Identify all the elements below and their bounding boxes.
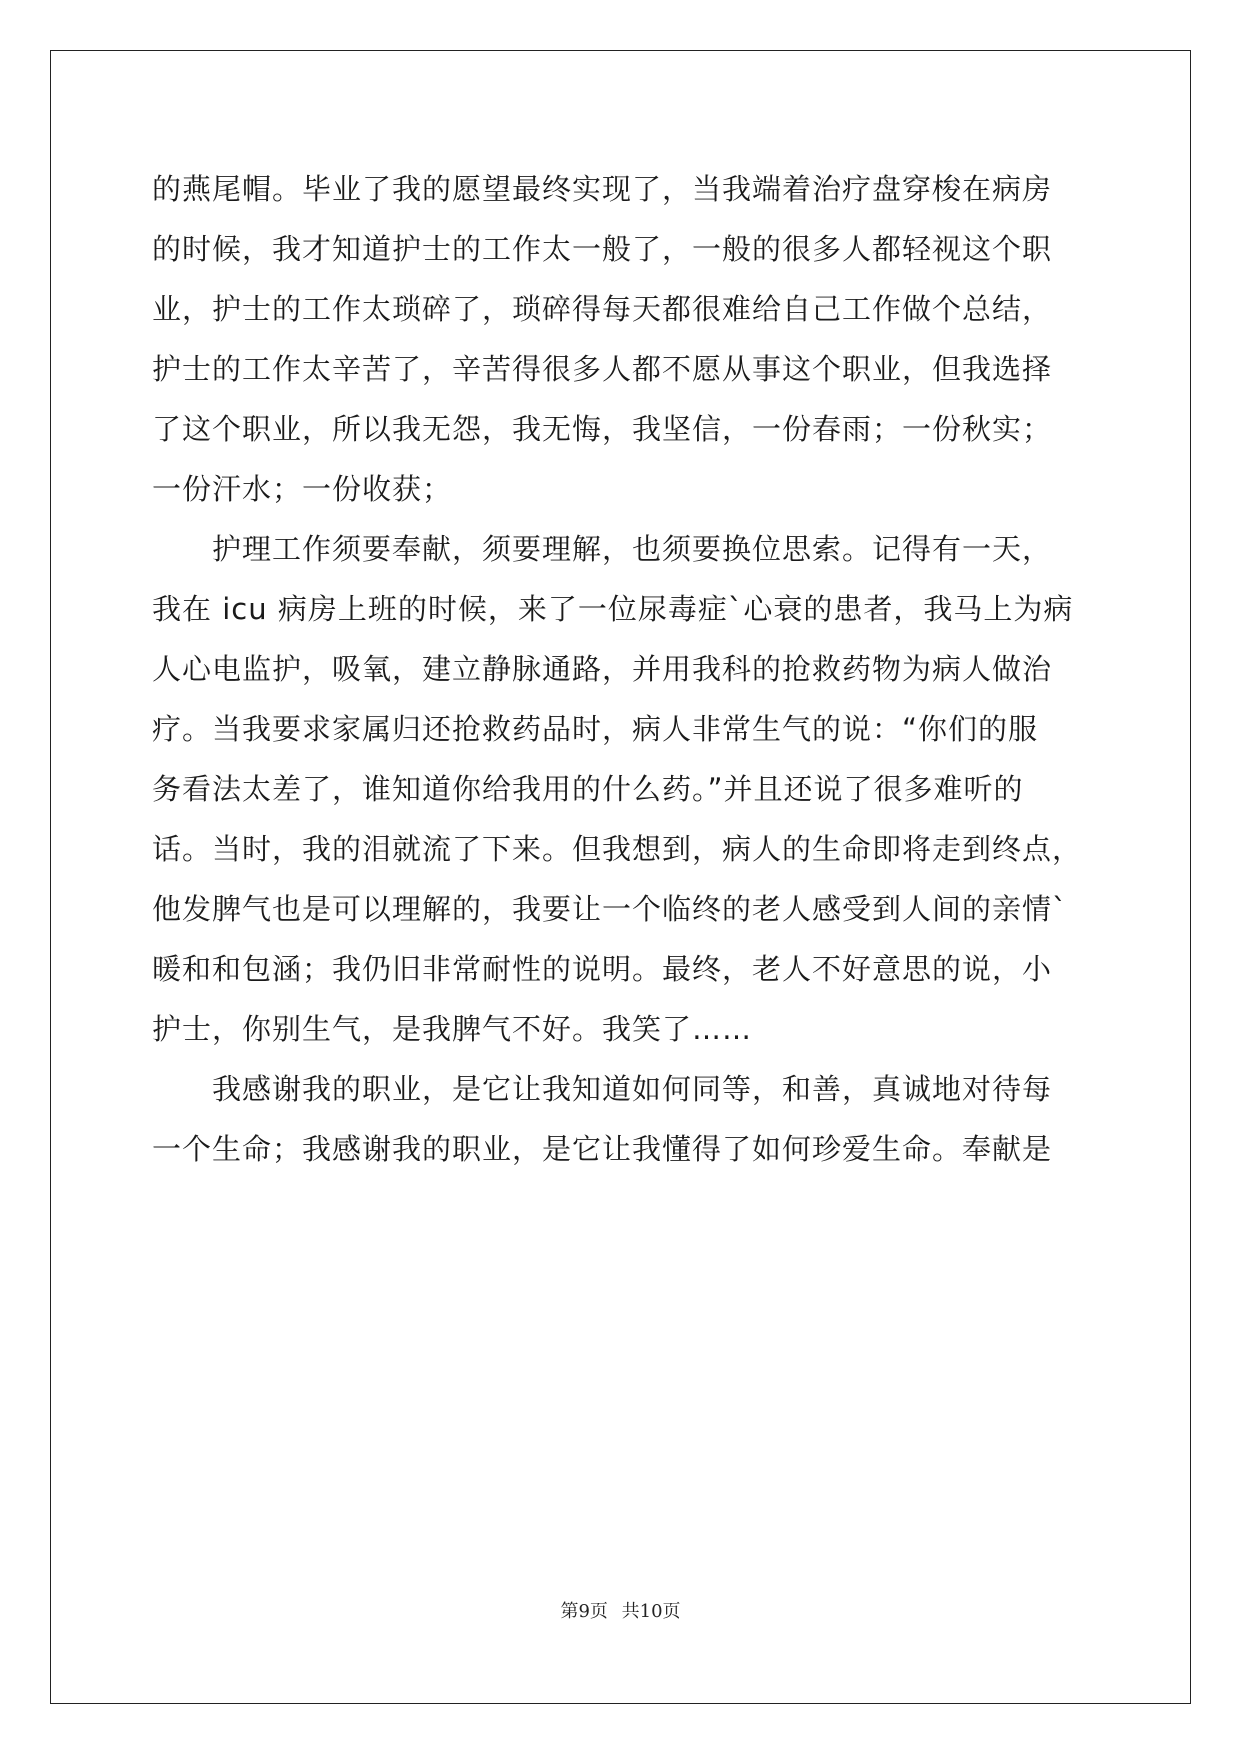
text-line: 护士的工作太辛苦了，辛苦得很多人都不愿从事这个职业，但我选择 — [152, 352, 1053, 386]
text-line: 人心电监护，吸氧，建立静脉通路，并用我科的抢救药物为病人做治 — [152, 652, 1053, 686]
text-line: 业，护士的工作太琐碎了，琐碎得每天都很难给自己工作做个总结， — [152, 292, 1053, 326]
page-number: 第9页 — [560, 1601, 608, 1622]
text-line: 务看法太差了，谁知道你给我用的什么药。”并且还说了很多难听的 — [152, 772, 1024, 806]
text-line: 的时候，我才知道护士的工作太一般了，一般的很多人都轻视这个职 — [152, 232, 1053, 266]
text-line: 的燕尾帽。毕业了我的愿望最终实现了，当我端着治疗盘穿梭在病房 — [152, 172, 1053, 206]
text-line: 疗。当我要求家属归还抢救药品时，病人非常生气的说：“你们的服 — [152, 712, 1039, 746]
text-line: 我感谢我的职业，是它让我知道如何同等，和善，真诚地对待每 — [212, 1072, 1053, 1106]
text-line: 话。当时，我的泪就流了下来。但我想到，病人的生命即将走到终点， — [152, 832, 1083, 866]
text-line: 我在 icu 病房上班的时候，来了一位尿毒症`心衰的患者，我马上为病 — [152, 592, 1074, 626]
text-line: 一个生命；我感谢我的职业，是它让我懂得了如何珍爱生命。奉献是 — [152, 1132, 1053, 1166]
text-line: 一份汗水；一份收获； — [152, 472, 453, 506]
page-footer — [0, 1597, 1241, 1623]
text-line: 护士，你别生气，是我脾气不好。我笑了…… — [152, 1012, 753, 1046]
page-total: 共10页 — [621, 1601, 681, 1622]
text-line: 暖和和包涵；我仍旧非常耐性的说明。最终，老人不好意思的说，小 — [152, 952, 1053, 986]
text-line: 他发脾气也是可以理解的，我要让一个临终的老人感受到人间的亲情` — [152, 892, 1068, 926]
text-line: 了这个职业，所以我无怨，我无悔，我坚信，一份春雨；一份秋实； — [152, 412, 1053, 446]
text-line: 护理工作须要奉献，须要理解，也须要换位思索。记得有一天， — [212, 532, 1053, 566]
